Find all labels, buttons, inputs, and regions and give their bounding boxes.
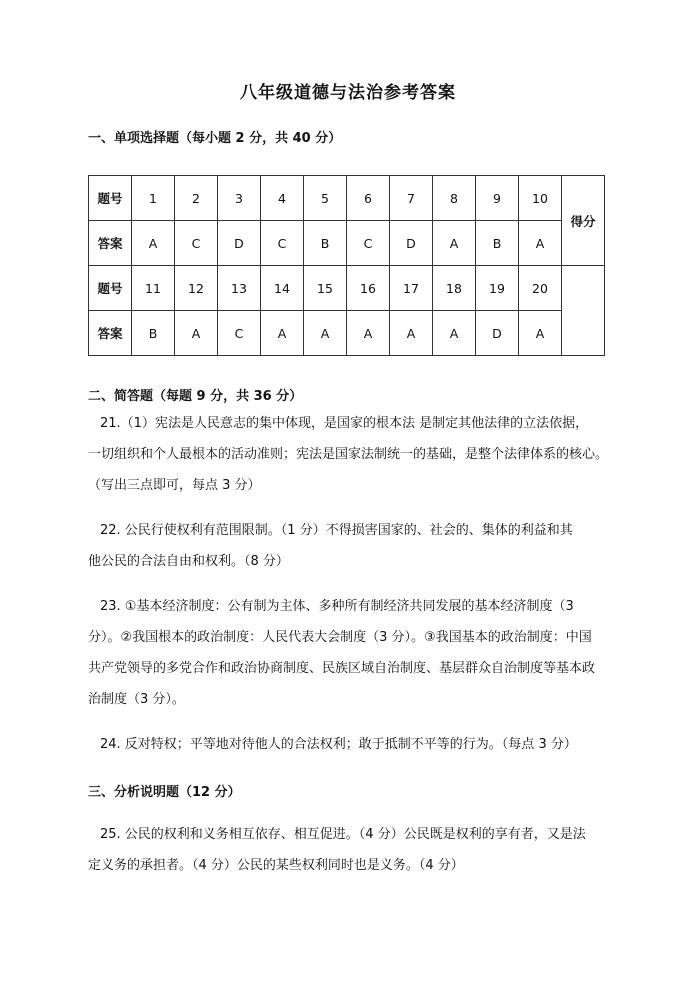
answer-cell: B [304, 221, 347, 266]
answer-cell: C [175, 221, 218, 266]
answer-cell: A [304, 311, 347, 356]
answer-cell: A [261, 311, 304, 356]
question-number: 7 [390, 176, 433, 221]
answer-cell: B [132, 311, 175, 356]
question-number: 15 [304, 266, 347, 311]
table-row-answers-2 [89, 311, 605, 356]
question-number: 1 [132, 176, 175, 221]
answer-22-line: 他公民的合法自由和权利。（8 分） [88, 554, 289, 569]
answer-cell: D [218, 221, 261, 266]
table-row-numbers-1 [89, 176, 605, 221]
question-number: 10 [519, 176, 562, 221]
question-number: 17 [390, 266, 433, 311]
answer-21-line: 一切组织和个人最根本的活动准则；宪法是国家法制统一的基础，是整个法律体系的核心。 [88, 447, 609, 462]
row-label-answer: 答案 [89, 221, 132, 266]
answer-cell: A [132, 221, 175, 266]
answer-23-line: 分）。②我国根本的政治制度：人民代表大会制度（3 分）。③我国基本的政治制度：中国 [88, 630, 592, 645]
answer-25-line: 定义务的承担者。（4 分）公民的某些权利同时也是义务。（4 分） [88, 858, 464, 873]
page-title: 八年级道德与法治参考答案 [240, 83, 456, 103]
question-number: 5 [304, 176, 347, 221]
table-row-numbers-2 [89, 266, 605, 311]
answer-23-line: 共产党领导的多党合作和政治协商制度、民族区域自治制度、基层群众自治制度等基本政 [88, 661, 596, 676]
answer-cell: A [347, 311, 390, 356]
answer-24-line: 24. 反对特权；平等地对待他人的合法权利；敢于抵制不平等的行为。（每点 3 分） [100, 737, 577, 752]
answer-cell: A [519, 221, 562, 266]
answer-25-line: 25. 公民的权利和义务相互依存、相互促进。（4 分）公民既是权利的享有者，又是法 [100, 827, 586, 842]
row-label-number: 题号 [89, 176, 132, 221]
answer-cell: D [390, 221, 433, 266]
answer-cell: B [476, 221, 519, 266]
answer-21-line: （写出三点即可，每点 3 分） [88, 478, 261, 493]
answer-22 [88, 515, 640, 577]
section3-heading: 三、分析说明题（12 分） [88, 785, 241, 800]
answer-table [88, 175, 605, 356]
answer-cell: A [175, 311, 218, 356]
question-number: 19 [476, 266, 519, 311]
answer-cell: A [519, 311, 562, 356]
answer-23-line: 23. ①基本经济制度：公有制为主体、多种所有制经济共同发展的基本经济制度（3 [100, 599, 574, 614]
table-row-answers-1 [89, 221, 605, 266]
answer-cell: C [261, 221, 304, 266]
answer-21 [88, 408, 640, 501]
answer-cell: D [476, 311, 519, 356]
answer-25 [88, 819, 640, 881]
question-number: 13 [218, 266, 261, 311]
answer-22-line: 22. 公民行使权利有范围限制。（1 分）不得损害国家的、社会的、集体的利益和其 [100, 523, 573, 538]
section1-heading: 一、单项选择题（每小题 2 分，共 40 分） [88, 131, 342, 146]
answer-24 [100, 729, 640, 760]
answer-23-line: 治制度（3 分）。 [88, 692, 185, 707]
question-number: 11 [132, 266, 175, 311]
question-number: 6 [347, 176, 390, 221]
answer-cell: A [390, 311, 433, 356]
answer-cell: C [347, 221, 390, 266]
question-number: 14 [261, 266, 304, 311]
question-number: 9 [476, 176, 519, 221]
question-number: 12 [175, 266, 218, 311]
answer-cell: C [218, 311, 261, 356]
question-number: 20 [519, 266, 562, 311]
question-number: 18 [433, 266, 476, 311]
answer-cell: A [433, 311, 476, 356]
section2-heading: 二、简答题（每题 9 分，共 36 分） [88, 389, 303, 404]
question-number: 4 [261, 176, 304, 221]
answer-cell: A [433, 221, 476, 266]
answer-23 [88, 591, 640, 715]
score-label: 得分 [562, 176, 605, 266]
question-number: 8 [433, 176, 476, 221]
question-number: 16 [347, 266, 390, 311]
question-number: 2 [175, 176, 218, 221]
question-number: 3 [218, 176, 261, 221]
row-label-answer: 答案 [89, 311, 132, 356]
answer-21-line: 21.（1）宪法是人民意志的集中体现，是国家的根本法 是制定其他法律的立法依据， [100, 416, 589, 431]
score-cell-empty [562, 266, 605, 356]
row-label-number: 题号 [89, 266, 132, 311]
